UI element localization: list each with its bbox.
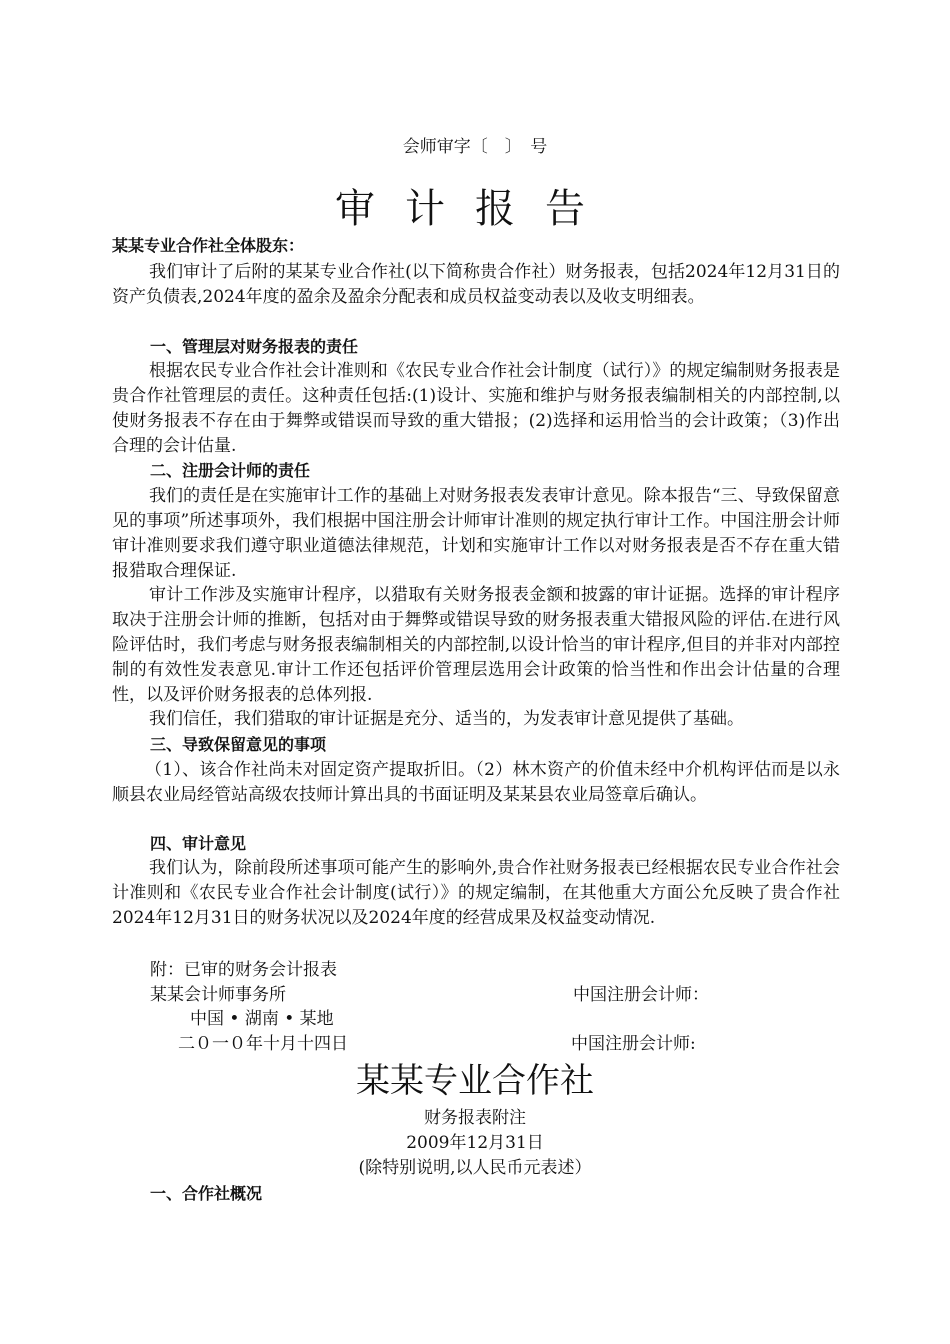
section-2-body-1: 我们的责任是在实施审计工作的基础上对财务报表发表审计意见。除本报告“三、导致保留意见的事项”所述事项外，我们根据中国注册会计师审计准则的规定执行审计工作。中国注册会计师审计准则要求我们遵守职业道德法律规范，计划和实施审计工作以对财务报表是否不存在重大错报猎取合理保证.	[112, 486, 840, 581]
section-3-body: （1）、该合作社尚未对固定资产提取折旧。（2）林木资产的价值未经中介机构评估而是以永顺县农业局经管站高级农技师计算出具的书面证明及某某县农业局签章后确认。	[112, 760, 840, 805]
section-2-body-2: 审计工作涉及实施审计程序，以猎取有关财务报表金额和披露的审计证据。选择的审计程序取决于注册会计师的推断，包括对由于舞弊或错误导致的财务报表重大错报风险的评估.在进行风险评估时，我们考虑与财务报表编制相关的内部控制,以设计恰当的审计程序,但目的并非对内部控制的有效性发表意见.审计工作还包括评价管理层选用会计政策的恰当性和作出会计估量的合理性，以及评价财务报表的总体列报.	[112, 585, 840, 705]
cpa-signature-label-2: 中国注册会计师:	[571, 1034, 696, 1054]
report-date: 二０一０年十月十四日	[178, 1034, 348, 1054]
section-4-heading: 四、审计意见	[150, 834, 247, 853]
section-3-heading: 三、导致保留意见的事项	[150, 735, 327, 754]
attachment-note: 附：已审的财务会计报表	[150, 960, 337, 980]
section-4-body: 我们认为，除前段所述事项可能产生的影响外,贵合作社财务报表已经根据农民专业合作社会计准则和《农民专业合作社会计制度(试行）》的规定编制，在其他重大方面公允反映了贵合作社2024年12月31日的财务状况以及2024年度的经营成果及权益变动情况.	[112, 858, 840, 928]
notes-section-1-heading: 一、合作社概况	[150, 1184, 263, 1203]
intro-paragraph: 我们审计了后附的某某专业合作社(以下简称贵合作社）财务报表，包括2024年12月31日的资产负债表,2024年度的盈余及盈余分配表和成员权益变动表以及收支明细表。	[112, 262, 840, 307]
notes-date: 2009年12月31日	[406, 1133, 544, 1153]
report-title: 审计报告	[335, 186, 615, 232]
section-1-heading: 一、管理层对财务报表的责任	[150, 337, 359, 356]
section-2-heading: 二、注册会计师的责任	[150, 461, 311, 480]
notes-organization-title: 某某专业合作社	[356, 1061, 594, 1101]
cpa-signature-label-1: 中国注册会计师：	[573, 985, 709, 1005]
firm-location: 中国 • 湖南 • 某地	[190, 1009, 334, 1029]
salutation: 某某专业合作社全体股东：	[112, 236, 305, 255]
section-1-body: 根据农民专业合作社会计准则和《农民专业合作社会计制度（试行）》的规定编制财务报表是贵合作社管理层的责任。这种责任包括:(1)设计、实施和维护与财务报表编制相关的内部控制,以使财务报表不存在由于舞弊或错误而导致的重大错报；(2)选择和运用恰当的会计政策；（3)作出合理的会计估量.	[112, 361, 840, 456]
notes-currency-note: (除特别说明,以人民币元表述）	[358, 1158, 592, 1178]
firm-name: 某某会计师事务所	[150, 985, 286, 1005]
notes-subtitle: 财务报表附注	[424, 1108, 526, 1128]
report-number: 会师审字〔 〕 号	[402, 137, 548, 157]
section-2-body-3: 我们信任，我们猎取的审计证据是充分、适当的，为发表审计意见提供了基础。	[149, 709, 744, 729]
